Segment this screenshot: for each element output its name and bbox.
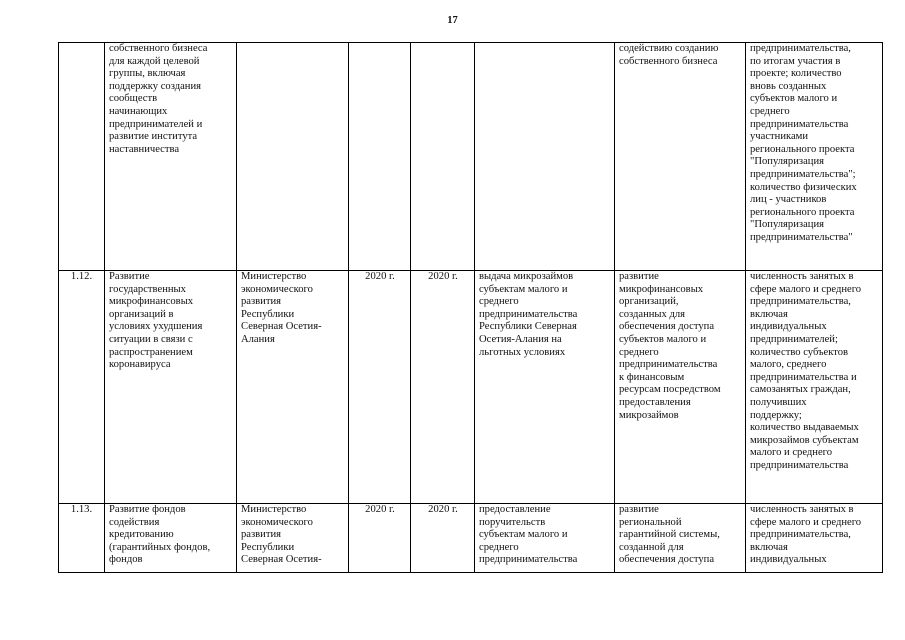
executor-cell: Министерство экономического развития Республики Северная Осетия- bbox=[237, 504, 349, 573]
table-row bbox=[59, 43, 883, 271]
start-year-cell bbox=[349, 43, 411, 271]
indicator-cell: численность занятых в сфере малого и среднего предпринимательства, включая индивидуальных bbox=[746, 504, 883, 573]
indicator-cell: предпринимательства, по итогам участия в проекте; количество вновь созданных субъектов малого и среднего предпринимательства участниками регионального проекта "Популяризация предпринимательства"; количество физических лиц - участников регионального проекта "Популяризация предпринимательства" bbox=[746, 43, 883, 271]
executor-cell: Министерство экономического развития Республики Северная Осетия- Алания bbox=[237, 271, 349, 504]
start-year-cell: 2020 г. bbox=[349, 504, 411, 573]
page-number: 17 bbox=[447, 15, 458, 26]
end-year-cell bbox=[411, 43, 475, 271]
end-year-cell: 2020 г. bbox=[411, 504, 475, 573]
end-year-cell: 2020 г. bbox=[411, 271, 475, 504]
row-number-cell bbox=[59, 43, 105, 271]
start-year-cell: 2020 г. bbox=[349, 271, 411, 504]
result-cell: предоставление поручительств субъектам малого и среднего предпринимательства bbox=[475, 504, 615, 573]
impact-cell: развитие микрофинансовых организаций, созданных для обеспечения доступа субъектов малого и среднего предпринимательства к финансовым ресурсам посредством предоставления микрозаймов bbox=[615, 271, 746, 504]
measures-table bbox=[58, 42, 883, 573]
event-cell: собственного бизнеса для каждой целевой группы, включая поддержку создания сообществ начинающих предпринимателей и развитие института наставничества bbox=[105, 43, 237, 271]
executor-cell bbox=[237, 43, 349, 271]
row-number-cell: 1.13. bbox=[59, 504, 105, 573]
indicator-cell: численность занятых в сфере малого и среднего предпринимательства, включая индивидуальных предпринимателей; количество субъектов малого, среднего предпринимательства и самозанятых граждан, получивших поддержку; количество выдаваемых микрозаймов субъектам малого и среднего предпринимательства bbox=[746, 271, 883, 504]
event-cell: Развитие государственных микрофинансовых организаций в условиях ухудшения ситуации в связи с распространением коронавируса bbox=[105, 271, 237, 504]
impact-cell: развитие региональной гарантийной системы, созданной для обеспечения доступа bbox=[615, 504, 746, 573]
result-cell bbox=[475, 43, 615, 271]
impact-cell: содействию созданию собственного бизнеса bbox=[615, 43, 746, 271]
table-row bbox=[59, 271, 883, 504]
row-number-cell: 1.12. bbox=[59, 271, 105, 504]
table-row bbox=[59, 504, 883, 573]
event-cell: Развитие фондов содействия кредитованию (гарантийных фондов, фондов bbox=[105, 504, 237, 573]
result-cell: выдача микрозаймов субъектам малого и среднего предпринимательства Республики Северная Осетия-Алания на льготных условиях bbox=[475, 271, 615, 504]
